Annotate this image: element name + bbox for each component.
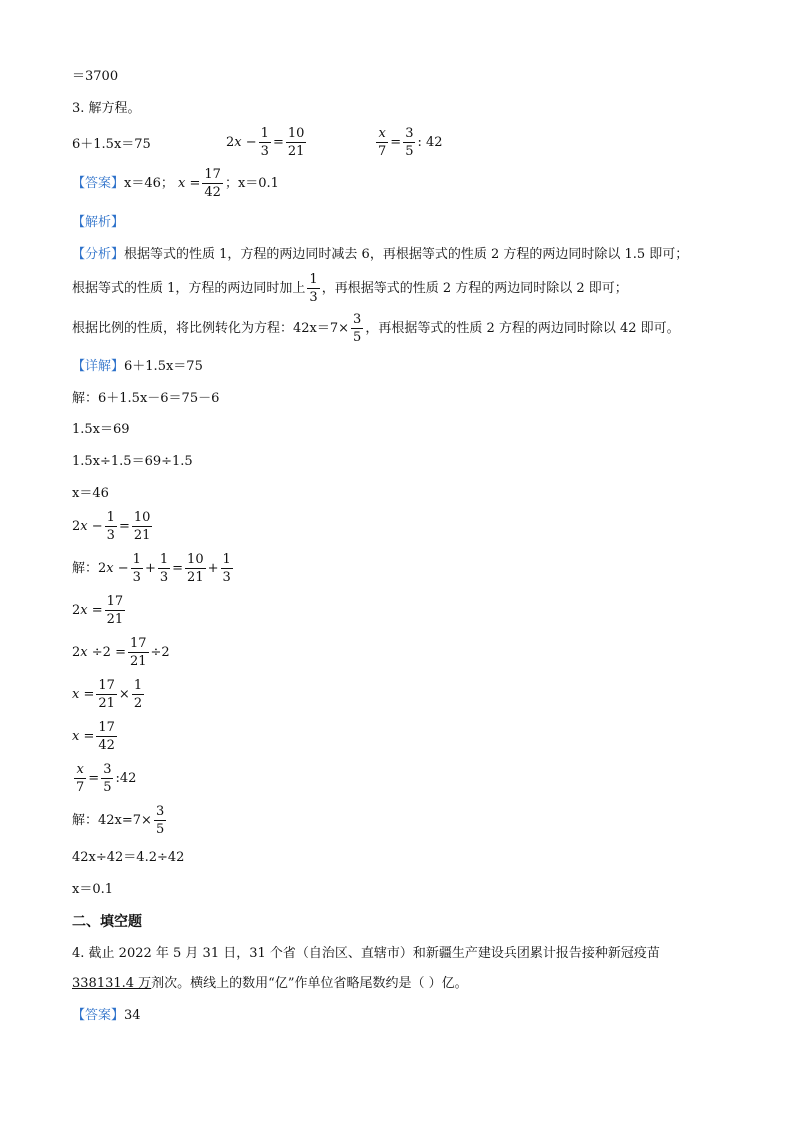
answer-4: 【答案】34 — [72, 1008, 141, 1023]
answer-3: 【答案】 x＝46； x = $\frac{17}{42}$ ；x＝0.1 — [72, 167, 279, 200]
equation-3: $\frac{x}{7}$ = $\frac{3}{5}$ : 42 — [378, 126, 443, 159]
eq3-line-3: 42x÷42＝4.2÷42 — [72, 850, 185, 865]
step-3: 1.5x÷1.5＝69÷1.5 — [72, 454, 193, 469]
eq2-line-6: x = $\frac{17}{42}$ — [72, 720, 115, 753]
step-2: 1.5x＝69 — [72, 422, 130, 437]
question-4-line-2: 338131.4 万剂次。横线上的数用“亿”作单位省略尾数约是（ ）亿。 — [72, 976, 468, 991]
eq2-line-1: 2 x − $\frac{1}{3}$ = $\frac{10}{21}$ — [72, 510, 151, 543]
detail-line-1: 【详解】6＋1.5x＝75 — [72, 359, 203, 374]
step-4: x＝46 — [72, 486, 109, 501]
analysis-line-3: 根据比例的性质，将比例转化为方程：42x＝7× $\frac{3}{5}$ ，再根据等式的性质 2 方程的两边同时除以 42 即可。 — [72, 312, 680, 345]
analysis-tag: 【解析】 — [72, 215, 125, 230]
question-4-line-1: 4. 截止 2022 年 5 月 31 日，31 个省（自治区、直辖市）和新疆生产建设兵团累计报告接种新冠疫苗 — [72, 946, 660, 961]
eq2-line-3: 2 x = $\frac{17}{21}$ — [72, 594, 124, 627]
eq3-line-1: $\frac{x}{7}$ = $\frac{3}{5}$ : 42 — [76, 762, 137, 795]
eq3-line-2: 解： 42x=7× $\frac{3}{5}$ — [72, 804, 165, 837]
analysis-line-1: 【分析】根据等式的性质 1，方程的两边同时减去 6，再根据等式的性质 2 方程的两边同时除以 1.5 即可； — [72, 247, 689, 262]
question-3: 3. 解方程。 — [72, 101, 141, 116]
eq3-line-4: x＝0.1 — [72, 882, 114, 897]
line-result: ＝3700 — [72, 69, 119, 84]
equation-2: 2 x − $\frac{1}{3}$ = $\frac{10}{21}$ — [226, 126, 305, 159]
analysis-line-2: 根据等式的性质 1，方程的两边同时加上 $\frac{1}{3}$ ，再根据等式的性质 2 方程的两边同时除以 2 即可； — [72, 272, 628, 305]
answer-tag: 【答案】 — [72, 175, 125, 191]
step-1: 解：6＋1.5x－6＝75－6 — [72, 391, 220, 406]
eq2-line-5: x = $\frac{17}{21}$ × $\frac{1}{2}$ — [72, 678, 143, 711]
eq2-line-4: 2 x ÷ 2 = $\frac{17}{21}$ ÷ 2 — [72, 636, 170, 669]
equation-1: 6＋1.5x＝75 — [72, 137, 151, 152]
section-2-heading: 二、填空题 — [72, 914, 142, 930]
eq2-line-2: 解： 2 x − $\frac{1}{3}$ + $\frac{1}{3}$ = $\frac{10}{21}$ + $\frac{1}{3}$ — [72, 552, 231, 585]
